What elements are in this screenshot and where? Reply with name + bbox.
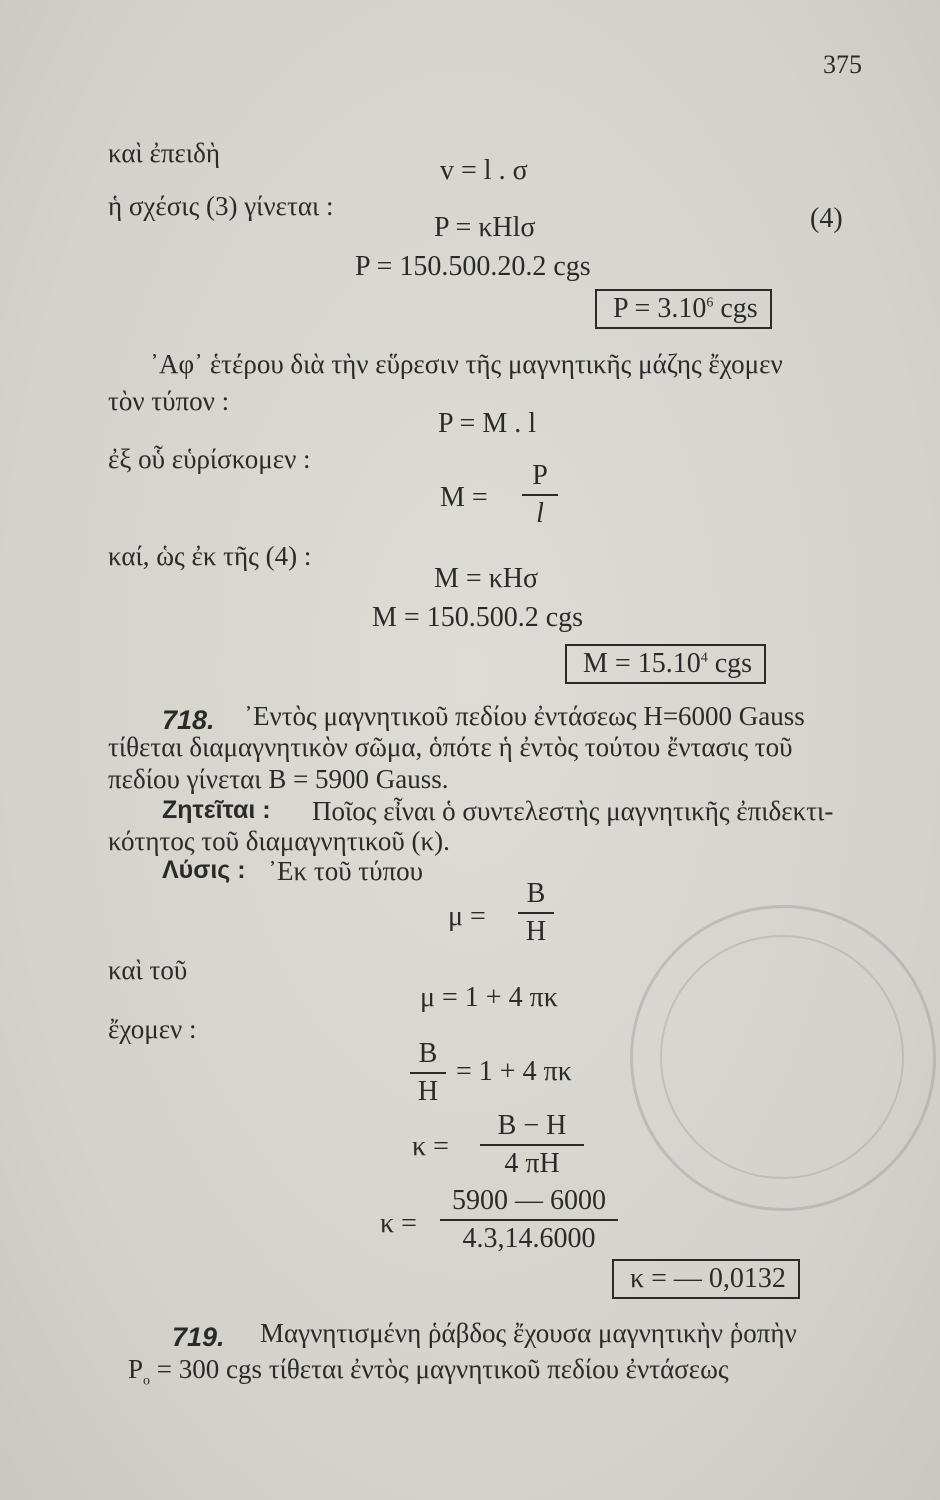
text-ex-ou: ἐξ οὗ εὑρίσκομεν : [108,444,311,474]
fraction-k [480,1112,584,1178]
fraction-k2-denominator: 4.3,14.6000 [462,1223,596,1254]
fraction-BH-rhs: = 1 + 4 πκ [456,1056,572,1087]
fraction-bar [518,912,554,914]
fraction-k2-numerator: 5900 — 6000 [452,1185,606,1216]
problem-718-line-3: πεδίου γίνεται B = 5900 Gauss. [108,764,449,794]
problem-718-line-1: ᾿Εντὸς μαγνητικοῦ πεδίου ἐντάσεως H=6000 Gauss [244,701,805,731]
equation-v: v = l . σ [440,155,528,186]
boxed-result-M-unit: cgs [707,648,753,679]
problem-719-line-2-rest: = 300 cgs τίθεται ἐντὸς μαγνητικοῦ πεδίου ἐντάσεως [150,1354,729,1384]
text-af-eterou: ᾿Αφ᾿ ἑτέρου διὰ τὴν εὕρεσιν τῆς μαγνητικῆς μάζης ἔχομεν [150,349,783,379]
page-number: 375 [823,50,862,79]
fraction-k2-lhs: κ = [380,1208,417,1239]
boxed-result-P-unit: cgs [713,293,758,324]
zitite-label: Ζητεῖται : [162,796,271,824]
problem-719-line-1: Μαγνητισμένη ῥάβδος ἔχουσα μαγνητικὴν ῥοπὴν [260,1318,797,1348]
fraction-BH-denominator: H [417,1076,439,1107]
text-exomen: ἔχομεν : [108,1014,197,1044]
boxed-result-M [565,644,766,684]
fraction-bar [480,1144,584,1146]
fraction-bar [440,1219,618,1221]
fraction-k-denominator: 4 πH [504,1148,560,1179]
problem-719-line-2 [128,1354,729,1389]
boxed-result-M-main: M = 15.10 [583,648,701,679]
fraction-k-numerator: B − H [497,1110,567,1141]
equation-M-numeric: M = 150.500.2 cgs [372,602,584,633]
fraction-M-denominator: l [536,498,544,529]
equation-P-formula: P = κHlσ [434,212,536,243]
equation-P-numeric: P = 150.500.20.2 cgs [355,251,591,282]
lysis-label: Λύσις : [162,856,246,884]
problem-719-number: 719. [172,1322,225,1352]
equation-M-formula: M = κHσ [434,563,539,594]
fraction-k2 [440,1187,618,1253]
fraction-M-lhs: M = [440,482,488,513]
boxed-result-M-exponent: 4 [700,650,708,666]
fraction-bar [410,1072,446,1074]
text-ton-typon: τὸν τύπον : [108,386,230,416]
fraction-mu-lhs: μ = [448,901,486,932]
boxed-result-P [595,289,772,329]
equation-mu-formula: μ = 1 + 4 πκ [420,982,558,1013]
text-kai-epeidi: καὶ ἐπειδὴ [108,138,220,168]
library-stamp-inner-ring [660,935,904,1179]
symbol-P: P [128,1354,144,1384]
problem-718-line-5: κότητος τοῦ διαμαγνητικοῦ (κ). [108,826,450,856]
boxed-result-P-main: P = 3.10 [613,293,707,324]
problem-718-line-4: Ποῖος εἶναι ὁ συντελεστὴς μαγνητικῆς ἐπιδεκτι- [312,796,834,826]
fraction-BH-numerator: B [418,1038,438,1069]
text-kai-os: καί, ὡς ἐκ τῆς (4) : [108,541,312,571]
equation-label-4: (4) [810,203,843,234]
fraction-M [522,462,558,528]
equation-P-Ml: P = M . l [438,408,536,439]
fraction-M-numerator: P [532,460,548,491]
problem-718-line-2: τίθεται διαμαγνητικὸν σῶμα, ὁπότε ἡ ἐντὸς τούτου ἔντασις τοῦ [108,732,793,762]
fraction-k-lhs: κ = [412,1131,449,1162]
fraction-BH [410,1040,446,1106]
fraction-mu [518,880,554,946]
problem-718-number: 718. [162,705,215,735]
fraction-mu-denominator: H [525,916,547,947]
boxed-result-P-exponent: 6 [706,295,714,311]
text-sxesis: ἡ σχέσις (3) γίνεται : [108,191,334,221]
lysis-text: ᾿Εκ τοῦ τύπου [268,856,424,886]
boxed-result-k: κ = — 0,0132 [612,1259,800,1299]
fraction-mu-numerator: B [526,878,546,909]
text-kai-tou: καὶ τοῦ [108,955,188,985]
fraction-bar [522,494,558,496]
symbol-P-subscript: o [143,1373,151,1389]
